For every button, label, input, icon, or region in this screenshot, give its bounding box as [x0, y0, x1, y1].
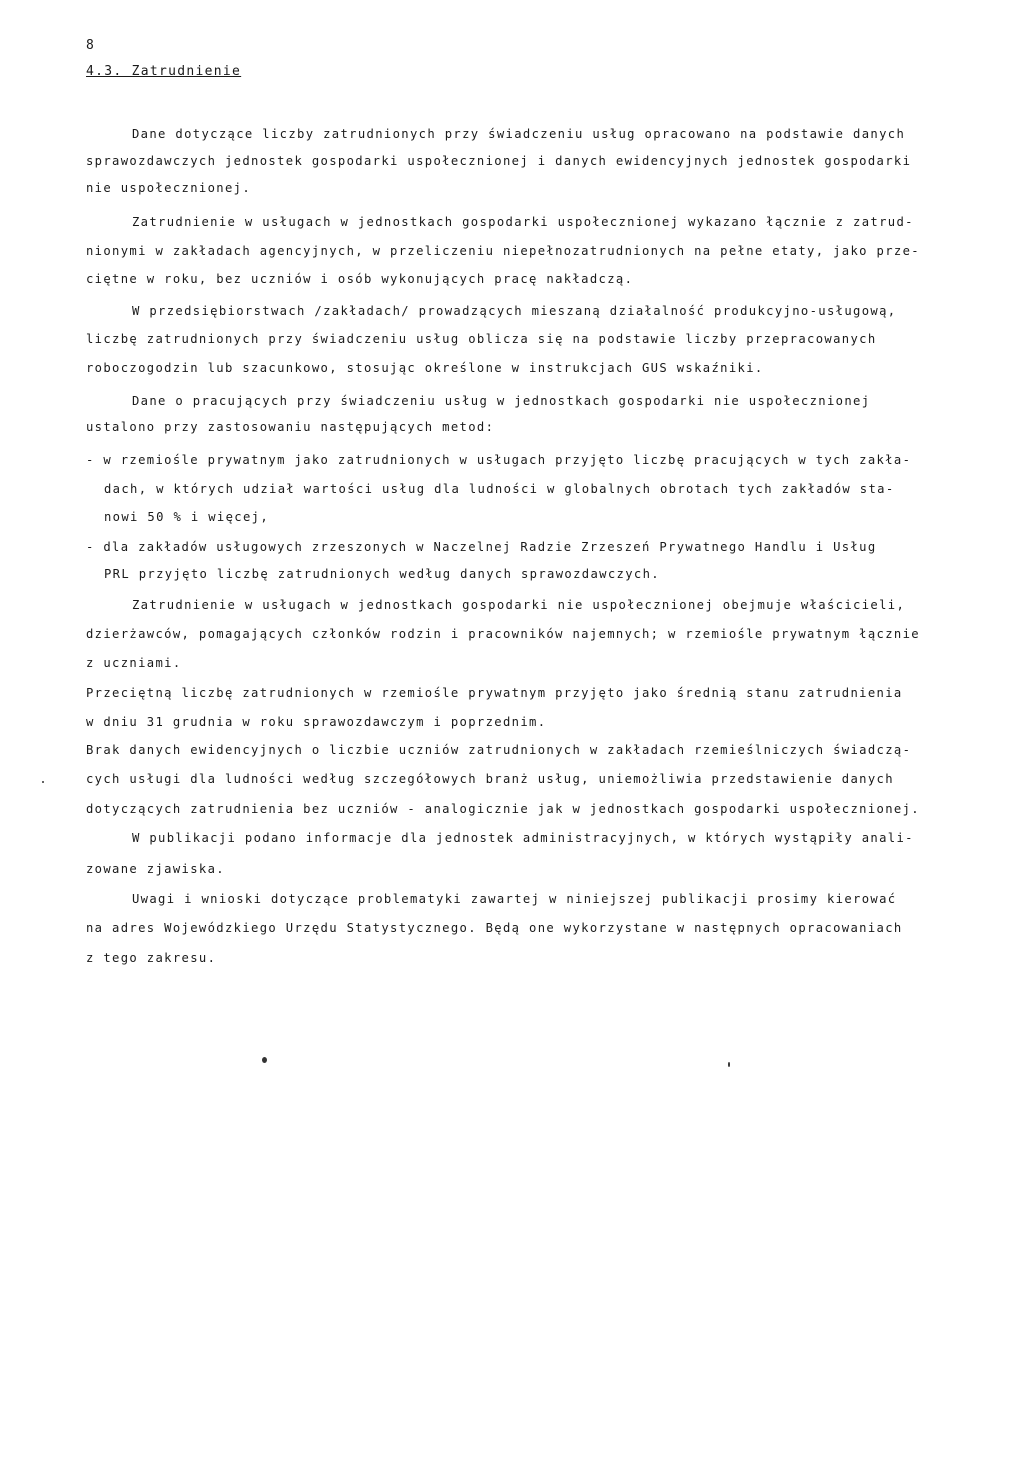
scan-speck — [42, 781, 44, 783]
scan-speck — [262, 1057, 267, 1063]
text-line: W publikacji podano informacje dla jednostek administracyjnych, w których wystąpiły anali- — [132, 831, 914, 845]
text-line: ciętne w roku, bez uczniów i osób wykonujących pracę nakładczą. — [86, 272, 634, 286]
text-line: Brak danych ewidencyjnych o liczbie uczniów zatrudnionych w zakładach rzemieślniczych świadczą- — [86, 743, 912, 757]
text-line: W przedsiębiorstwach /zakładach/ prowadzących mieszaną działalność produkcyjno-usługową, — [132, 304, 897, 318]
text-line: ustalono przy zastosowaniu następujących metod: — [86, 420, 495, 434]
text-line: na adres Wojewódzkiego Urzędu Statystycznego. Będą one wykorzystane w następnych opracowaniach — [86, 921, 903, 935]
text-line: - dla zakładów usługowych zrzeszonych w Naczelnej Radzie Zrzeszeń Prywatnego Handlu i Usług — [86, 540, 877, 554]
section-title: 4.3. Zatrudnienie — [86, 64, 242, 79]
text-line: liczbę zatrudnionych przy świadczeniu usług oblicza się na podstawie liczby przepracowanych — [86, 332, 877, 346]
text-line: dach, w których udział wartości usług dla ludności w globalnych obrotach tych zakładów sta- — [104, 482, 895, 496]
text-line: w dniu 31 grudnia w roku sprawozdawczym i poprzednim. — [86, 715, 547, 729]
text-line: Zatrudnienie w usługach w jednostkach gospodarki nie uspołecznionej obejmuje właścicieli, — [132, 598, 906, 612]
text-line: Dane dotyczące liczby zatrudnionych przy świadczeniu usług opracowano na podstawie danych — [132, 127, 906, 141]
scan-speck — [728, 1062, 730, 1067]
text-line: cych usługi dla ludności według szczegółowych branż usług, uniemożliwia przedstawienie danych — [86, 772, 894, 786]
text-line: - w rzemiośle prywatnym jako zatrudnionych w usługach przyjęto liczbę pracujących w tych zakła- — [86, 453, 912, 467]
text-line: nowi 50 % i więcej, — [104, 510, 270, 524]
text-line: roboczogodzin lub szacunkowo, stosując określone w instrukcjach GUS wskaźniki. — [86, 361, 764, 375]
text-line: zowane zjawiska. — [86, 862, 225, 876]
text-line: Przeciętną liczbę zatrudnionych w rzemiośle prywatnym przyjęto jako średnią stanu zatrudnienia — [86, 686, 903, 700]
text-line: z uczniami. — [86, 656, 182, 670]
text-line: nie uspołecznionej. — [86, 181, 252, 195]
text-line: dotyczących zatrudnienia bez uczniów - analogicznie jak w jednostkach gospodarki uspołecznionej. — [86, 802, 920, 816]
text-line: sprawozdawczych jednostek gospodarki uspołecznionej i danych ewidencyjnych jednostek gospodarki — [86, 154, 912, 168]
text-line: dzierżawców, pomagających członków rodzin i pracowników najemnych; w rzemiośle prywatnym łącznie — [86, 627, 920, 641]
text-line: nionymi w zakładach agencyjnych, w przeliczeniu niepełnozatrudnionych na pełne etaty, jako prze- — [86, 244, 920, 258]
text-line: Dane o pracujących przy świadczeniu usług w jednostkach gospodarki nie uspołecznionej — [132, 394, 871, 408]
page-number: 8 — [86, 38, 95, 53]
text-line: Uwagi i wnioski dotyczące problematyki zawartej w niniejszej publikacji prosimy kierować — [132, 892, 897, 906]
text-line: z tego zakresu. — [86, 951, 217, 965]
text-line: Zatrudnienie w usługach w jednostkach gospodarki uspołecznionej wykazano łącznie z zatrud- — [132, 215, 914, 229]
text-line: PRL przyjęto liczbę zatrudnionych według danych sprawozdawczych. — [104, 567, 660, 581]
